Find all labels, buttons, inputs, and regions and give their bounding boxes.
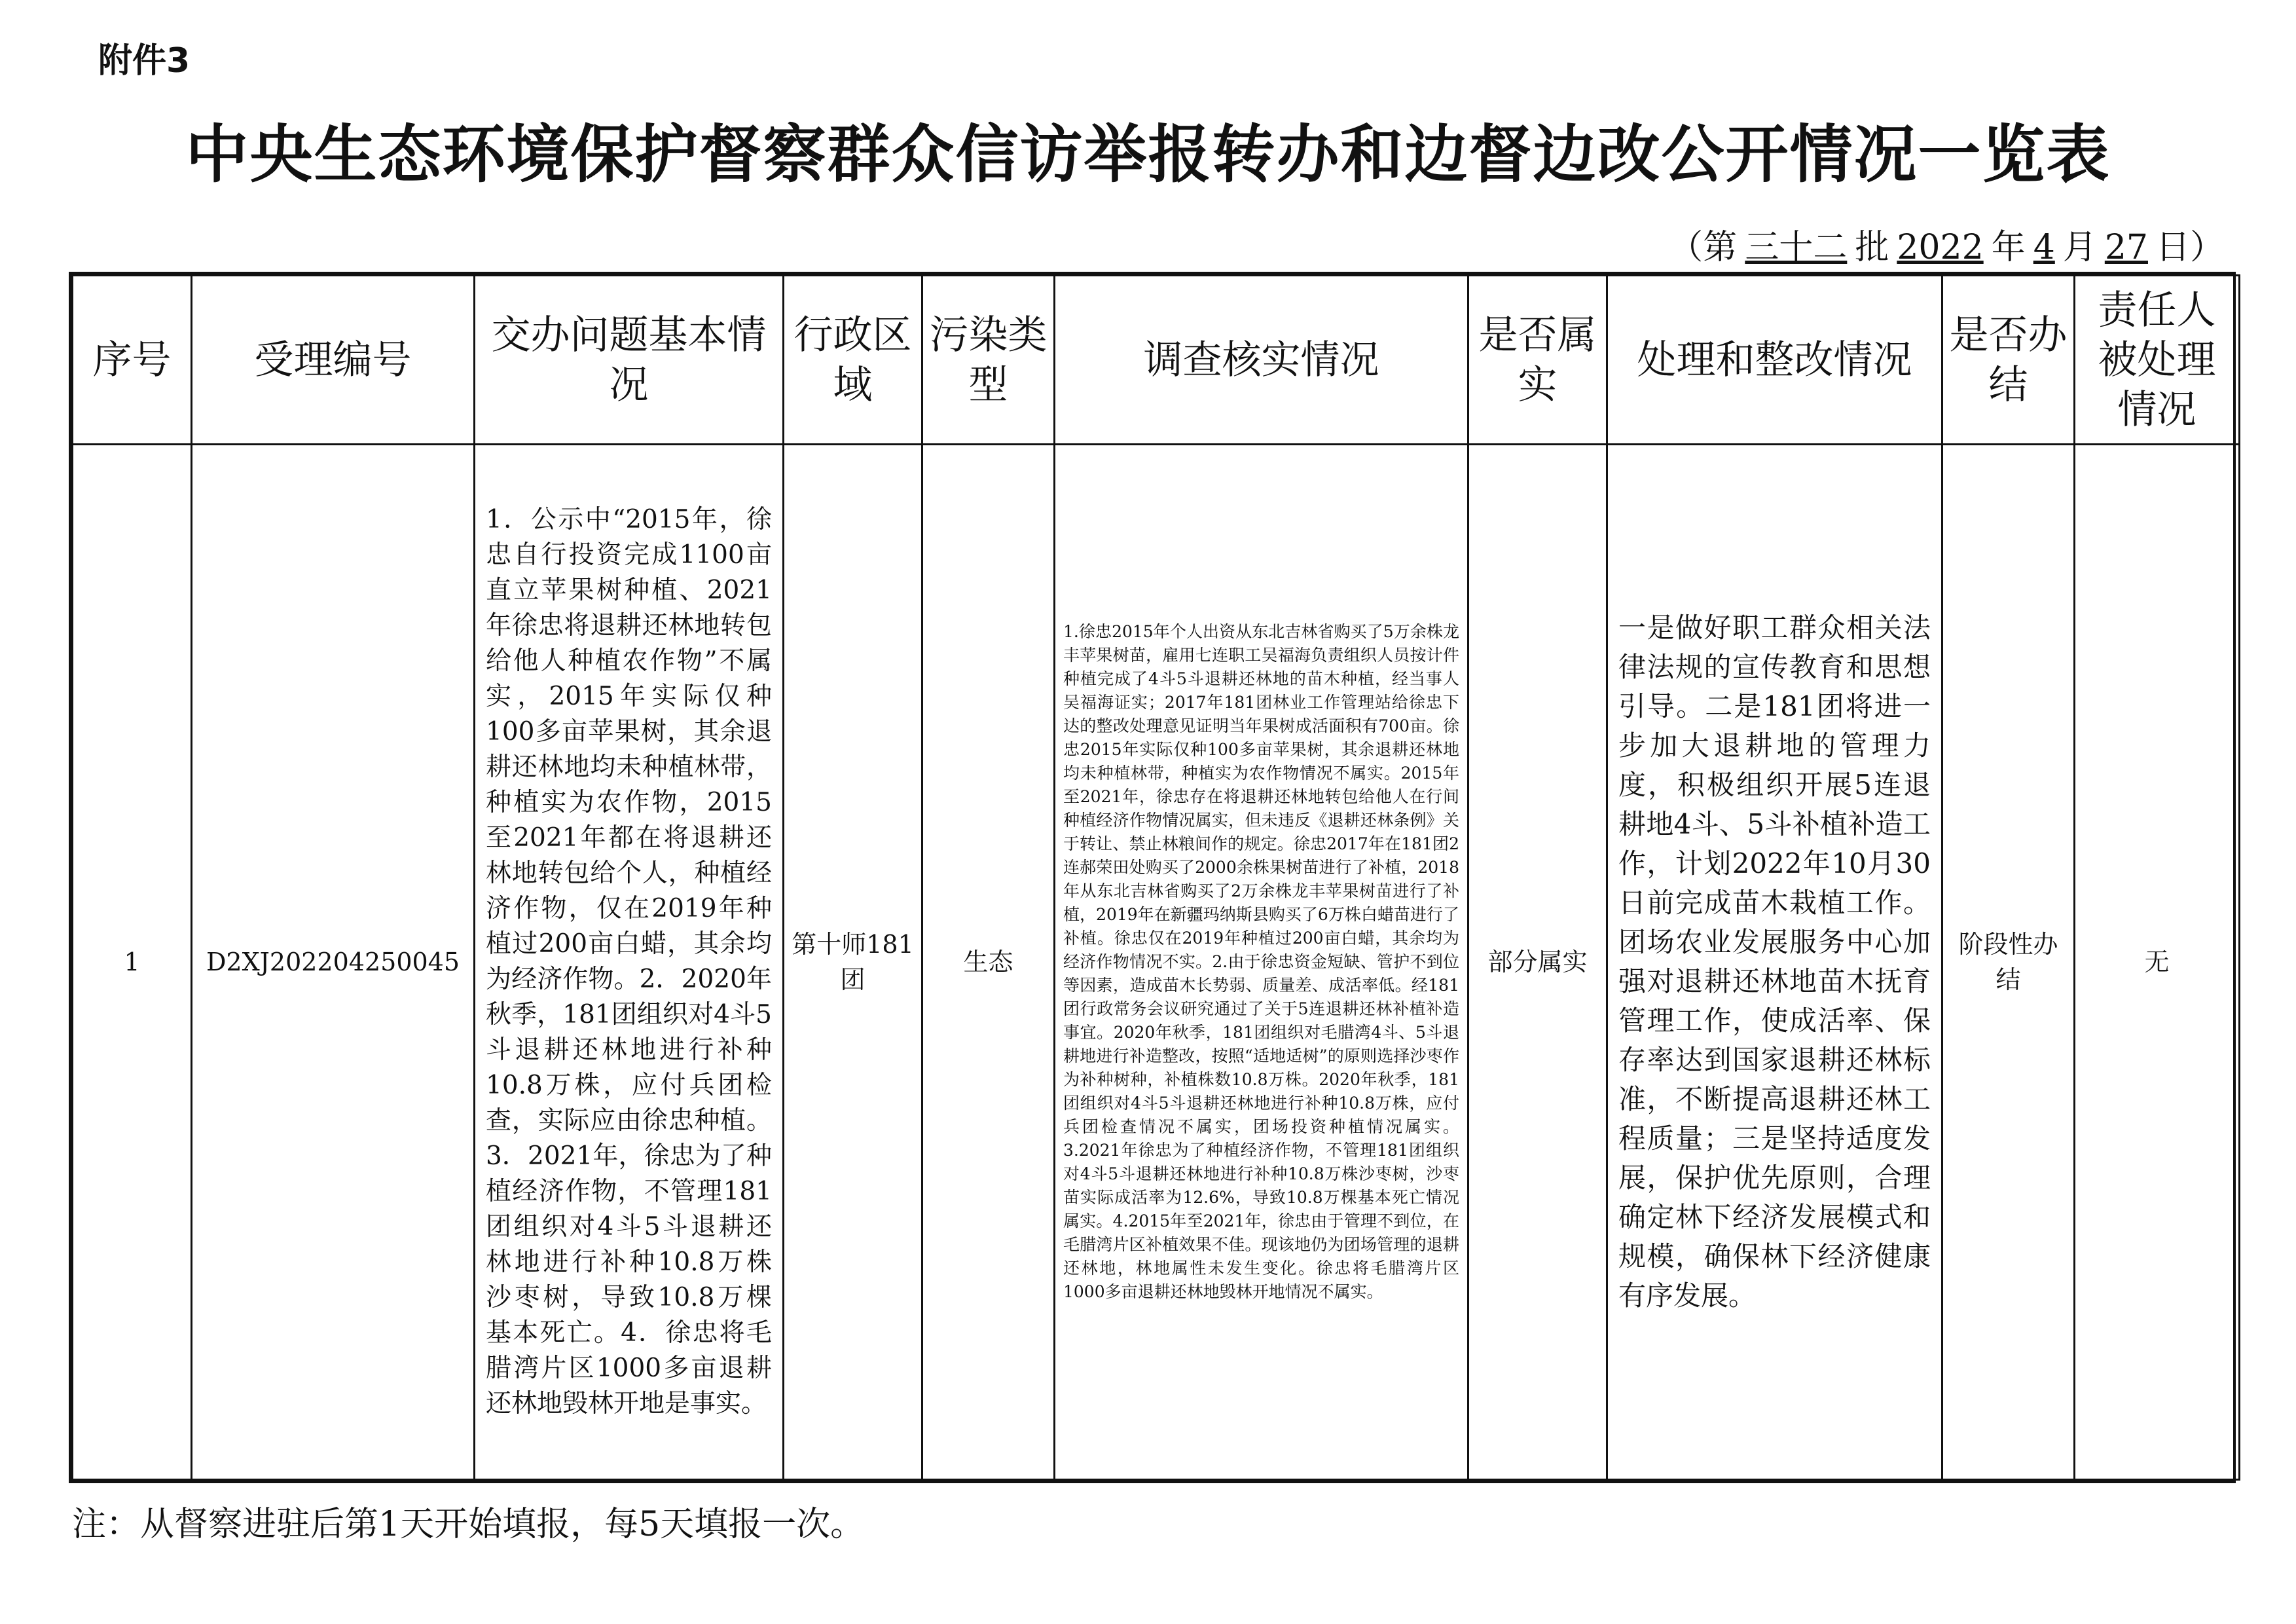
cell-verified: 部分属实	[1468, 445, 1607, 1480]
report-table	[71, 274, 2240, 1481]
table-header-row	[73, 276, 2240, 445]
header-region: 行政区域	[784, 276, 922, 445]
batch-day: 27	[2104, 228, 2148, 267]
batch-year: 2022	[1897, 228, 1984, 267]
batch-suffix: 批	[1855, 228, 1889, 267]
header-seq: 序号	[73, 276, 192, 445]
cell-closed: 阶段性办结	[1942, 445, 2075, 1480]
footnote: 注：从督察进驻后第1天开始填报，每5天填报一次。	[72, 1505, 865, 1544]
document-title: 中央生态环境保护督察群众信访举报转办和边督边改公开情况一览表	[185, 118, 2111, 191]
header-verified: 是否属实	[1468, 276, 1607, 445]
header-investigation: 调查核实情况	[1055, 276, 1468, 445]
batch-month-label: 月	[2062, 228, 2097, 267]
cell-accountability: 无	[2075, 445, 2240, 1480]
header-issue: 交办问题基本情况	[475, 276, 784, 445]
batch-month: 4	[2033, 228, 2055, 267]
report-table-frame	[69, 272, 2236, 1483]
cell-issue: 1．公示中“2015年，徐忠自行投资完成1100亩直立苹果树种植、2021年徐忠将退耕还林地转包给他人种植农作物”不属实，2015年实际仅种100多亩苹果树，其余退耕还林地均未种植林带，种植实为农作物，2015至2021年都在将退耕还林地转包给个人，种植经济作物，仅在2019年种植过200亩白蜡，其余均为经济作物。2．2020年秋季，181团组织对4斗5斗退耕还林地进行补种10.8万株，应付兵团检查，实际应由徐忠种植。3．2021年，徐忠为了种植经济作物，不管理181团组织对4斗5斗退耕还林地进行补种10.8万株沙枣树，导致10.8万棵基本死亡。4．徐忠将毛腊湾片区1000多亩退耕还林地毁林开地是事实。	[475, 445, 784, 1480]
cell-case-no: D2XJ202204250045	[192, 445, 475, 1480]
cell-pollution: 生态	[922, 445, 1055, 1480]
header-closed: 是否办结	[1942, 276, 2075, 445]
batch-number: 三十二	[1745, 228, 1848, 267]
batch-day-label: 日）	[2155, 228, 2224, 267]
cell-rectification: 一是做好职工群众相关法律法规的宣传教育和思想引导。二是181团将进一步加大退耕地的管理力度，积极组织开展5连退耕地4斗、5斗补植补造工作，计划2022年10月30日前完成苗木栽植工作。团场农业发展服务中心加强对退耕还林地苗木抚育管理工作，使成活率、保存率达到国家退耕还林标准，不断提高退耕还林工程质量；三是坚持适度发展，保护优先原则，合理确定林下经济发展模式和规模，确保林下经济健康有序发展。	[1607, 445, 1942, 1480]
batch-year-label: 年	[1991, 228, 2026, 267]
attachment-label: 附件3	[98, 41, 191, 81]
header-rectification: 处理和整改情况	[1607, 276, 1942, 445]
header-pollution: 污染类型	[922, 276, 1055, 445]
batch-prefix: （第	[1669, 228, 1738, 267]
table-row	[73, 445, 2240, 1480]
header-case-no: 受理编号	[192, 276, 475, 445]
batch-date-line	[1669, 219, 2224, 268]
header-accountability: 责任人被处理情况	[2075, 276, 2240, 445]
cell-region: 第十师181团	[784, 445, 922, 1480]
cell-investigation: 1.徐忠2015年个人出资从东北吉林省购买了5万余株龙丰苹果树苗，雇用七连职工吴福海负责组织人员按计件种植完成了4斗5斗退耕还林地的苗木种植，经当事人吴福海证实；2017年181团林业工作管理站给徐忠下达的整改处理意见证明当年果树成活面积有700亩。徐忠2015年实际仅种100多亩苹果树，其余退耕还林地均未种植林带，种植实为农作物情况不属实。2015年至2021年，徐忠存在将退耕还林地转包给他人在行间种植经济作物情况属实，但未违反《退耕还林条例》关于转让、禁止林粮间作的规定。徐忠2017年在181团2连郝荣田处购买了2000余株果树苗进行了补植，2018年从东北吉林省购买了2万余株龙丰苹果树苗进行了补植，2019年在新疆玛纳斯县购买了6万株白蜡苗进行了补植。徐忠仅在2019年种植过200亩白蜡，其余均为经济作物情况不实。2.由于徐忠资金短缺、管护不到位等因素，造成苗木长势弱、质量差、成活率低。经181团行政常务会议研究通过了关于5连退耕还林补植补造事宜。2020年秋季，181团组织对毛腊湾4斗、5斗退耕地进行补造整改，按照“适地适树”的原则选择沙枣作为补种树种，补植株数10.8万株。2020年秋季，181团组织对4斗5斗退耕还林地进行补种10.8万株，应付兵团检查情况不属实，团场投资种植情况属实。3.2021年徐忠为了种植经济作物，不管理181团组织对4斗5斗退耕还林地进行补种10.8万株沙枣树，沙枣苗实际成活率为12.6%，导致10.8万棵基本死亡情况属实。4.2015年至2021年，徐忠由于管理不到位，在毛腊湾片区补植效果不佳。现该地仍为团场管理的退耕还林地，林地属性未发生变化。徐忠将毛腊湾片区1000多亩退耕还林地毁林开地情况不属实。	[1055, 445, 1468, 1480]
cell-seq: 1	[73, 445, 192, 1480]
